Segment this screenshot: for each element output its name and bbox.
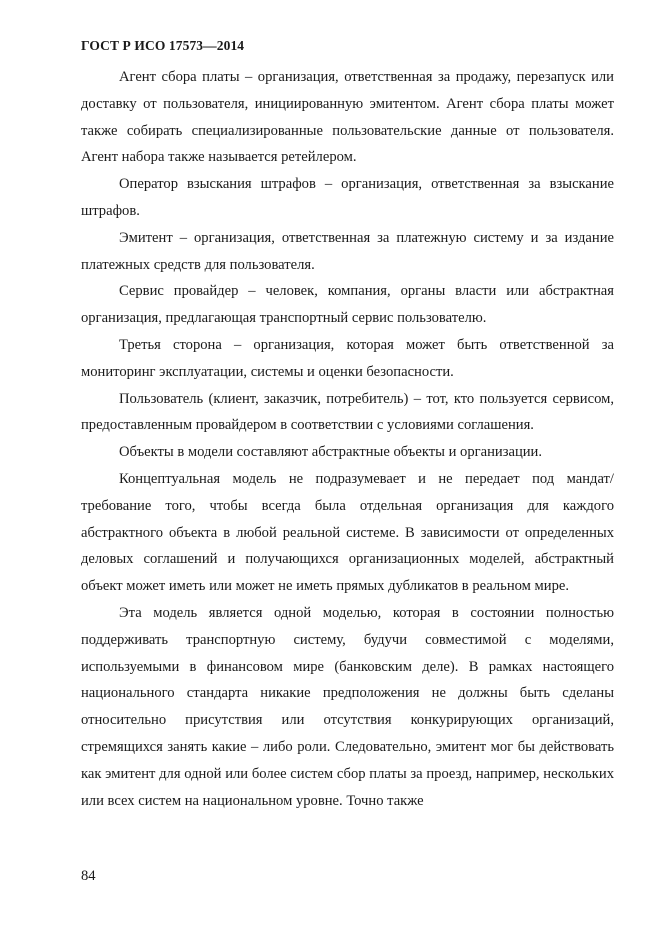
paragraph-fee-collection-agent: Агент сбора платы – организация, ответственная за продажу, перезапуск или доставку от пользователя, инициированную эмитентом. Агент сбора платы может также собирать специализированные пользовательские данные от пользователя. Агент набора также называется ретейлером.: [81, 69, 614, 166]
paragraph-model-objects: Объекты в модели составляют абстрактные объекты и организации.: [119, 444, 543, 461]
document-header: ГОСТ Р ИСО 17573—2014: [81, 38, 245, 53]
paragraph-service-provider: Сервис провайдер – человек, компания, органы власти или абстрактная организация, предлагающая транспортный сервис пользователю.: [81, 283, 614, 327]
paragraph-issuer: Эмитент – организация, ответственная за платежную систему и за издание платежных средств для пользователя.: [81, 229, 614, 273]
paragraph-penalty-operator: Оператор взыскания штрафов – организация, ответственная за взыскание штрафов.: [81, 176, 614, 219]
paragraph-third-party: Третья сторона – организация, которая может быть ответственной за мониторинг эксплуатации, системы и оценки безопасности.: [81, 336, 614, 380]
paragraph-model-compatibility: Эта модель является одной моделью, которая в состоянии полностью поддерживать транспортную систему, будучи совместимой с моделями, используемыми в финансовом мире (банковским деле). В рамках настоящего национального стандарта никакие предположения не должны быть сделаны относительно присутствия или отсутствия конкурирующих организаций, стремящихся занять какие – либо роли. Следовательно, эмитент мог бы действовать как эмитент для одной или более систем сбор платы за проезд, например, нескольких или всех систем на национальном уровне. Точно также: [81, 604, 614, 809]
document-body: [81, 64, 614, 814]
paragraph-conceptual-model: Концептуальная модель не подразумевает и не передает под мандат/ требование того, чтобы всегда была отдельная организация для каждого абстрактного объекта в любой реальной системе. В зависимости от определенных деловых соглашений и получающихся организационных моделей, абстрактный объект может иметь или может не иметь прямых дубликатов в реальном мире.: [81, 470, 614, 595]
paragraph-user: Пользователь (клиент, заказчик, потребитель) – тот, кто пользуется сервисом, предоставленным провайдером в соответствии с условиями соглашения.: [81, 390, 614, 434]
page-number: 84: [81, 868, 96, 884]
